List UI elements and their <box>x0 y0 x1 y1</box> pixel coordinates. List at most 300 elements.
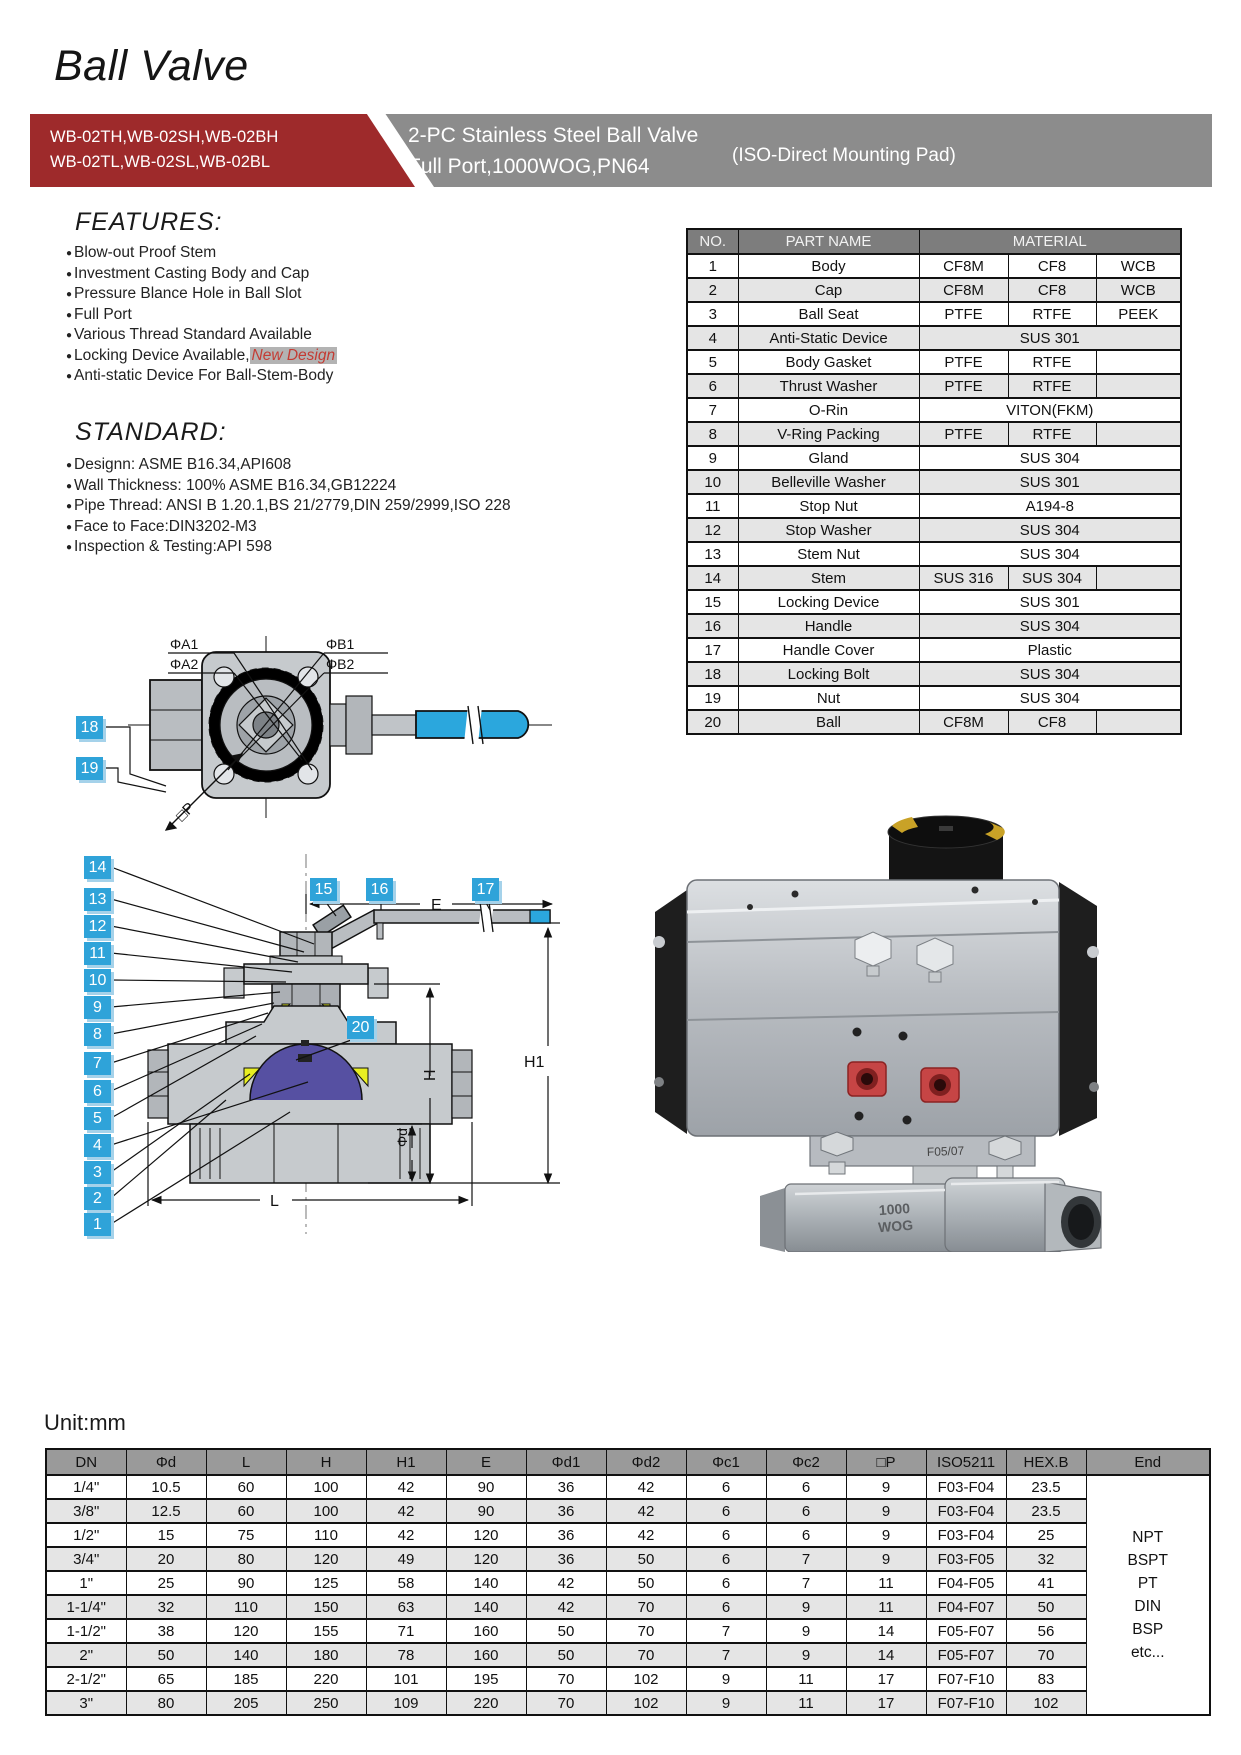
dim-cell: 42 <box>606 1475 686 1499</box>
part-no-cell: 13 <box>687 542 738 566</box>
dim-cell: 42 <box>366 1523 446 1547</box>
dim-label-l: L <box>270 1193 279 1210</box>
dim-cell: 9 <box>846 1499 926 1523</box>
dim-cell: 80 <box>206 1547 286 1571</box>
part-name-cell: Handle Cover <box>738 638 919 662</box>
material-cell: PTFE <box>919 350 1008 374</box>
part-name-cell: Body Gasket <box>738 350 919 374</box>
dim-label-e: E <box>431 897 442 914</box>
part-no-cell: 9 <box>687 446 738 470</box>
dim-cell: 25 <box>126 1571 206 1595</box>
dim-cell: 100 <box>286 1475 366 1499</box>
parts-row-3 <box>687 302 1181 326</box>
section-view-drawing <box>78 848 570 1240</box>
dim-cell: 90 <box>446 1475 526 1499</box>
standard-item <box>66 517 511 538</box>
parts-row-5 <box>687 350 1181 374</box>
callout-4: 4 <box>84 1134 111 1157</box>
callout-7: 7 <box>84 1052 111 1075</box>
parts-row-14 <box>687 566 1181 590</box>
feature-item-highlight: New Design <box>251 346 336 364</box>
part-no-cell: 11 <box>687 494 738 518</box>
part-name-cell: Ball Seat <box>738 302 919 326</box>
standard-list <box>66 455 511 558</box>
dim-cell: 42 <box>606 1523 686 1547</box>
material-cell: PEEK <box>1096 302 1181 326</box>
top-view-drawing <box>70 622 565 857</box>
dims-col-header: ISO5211 <box>926 1449 1006 1475</box>
product-photo <box>645 782 1115 1252</box>
callout-5: 5 <box>84 1107 111 1130</box>
material-cell <box>1096 566 1181 590</box>
feature-item <box>66 284 337 305</box>
dim-cell: 1" <box>46 1571 126 1595</box>
part-no-cell: 3 <box>687 302 738 326</box>
dims-row-1/2in <box>46 1523 1210 1547</box>
part-no-cell: 14 <box>687 566 738 590</box>
dim-cell: 1-1/2" <box>46 1619 126 1643</box>
dims-row-2-1/2in <box>46 1667 1210 1691</box>
dims-row-3in <box>46 1691 1210 1715</box>
dim-cell: 155 <box>286 1619 366 1643</box>
callout-14: 14 <box>84 856 111 879</box>
model-line-1: WB-02TH,WB-02SH,WB-02BH <box>50 128 279 146</box>
standard-item-text: Face to Face:DIN3202-M3 <box>74 517 257 535</box>
dim-cell: 11 <box>766 1667 846 1691</box>
callout-8: 8 <box>84 1023 111 1046</box>
dim-cell: 120 <box>206 1619 286 1643</box>
dim-cell: 50 <box>606 1547 686 1571</box>
part-no-cell: 20 <box>687 710 738 734</box>
dim-cell: 2-1/2" <box>46 1667 126 1691</box>
dim-cell: 140 <box>446 1571 526 1595</box>
dims-col-header: H1 <box>366 1449 446 1475</box>
dim-cell: F04-F05 <box>926 1571 1006 1595</box>
dim-cell: 7 <box>766 1571 846 1595</box>
dim-cell: 70 <box>526 1691 606 1715</box>
dim-cell: 36 <box>526 1475 606 1499</box>
dim-label-a2: ΦA2 <box>170 656 199 672</box>
dims-col-header: HEX.B <box>1006 1449 1086 1475</box>
callout-19: 19 <box>76 757 103 780</box>
standard-item-text: Inspection & Testing:API 598 <box>74 538 272 555</box>
part-no-cell: 15 <box>687 590 738 614</box>
parts-row-16 <box>687 614 1181 638</box>
dim-cell: 70 <box>606 1619 686 1643</box>
dim-cell: 41 <box>1006 1571 1086 1595</box>
dim-cell: F05-F07 <box>926 1643 1006 1667</box>
dim-cell: 49 <box>366 1547 446 1571</box>
part-no-cell: 1 <box>687 254 738 278</box>
dim-cell: 14 <box>846 1619 926 1643</box>
dim-cell: 23.5 <box>1006 1499 1086 1523</box>
dim-cell: 90 <box>446 1499 526 1523</box>
dim-cell: 70 <box>526 1667 606 1691</box>
product-line-1: 2-PC Stainless Steel Ball Valve <box>408 124 699 147</box>
parts-row-4 <box>687 326 1181 350</box>
standard-heading: STANDARD: <box>75 418 227 446</box>
dim-cell: 6 <box>686 1595 766 1619</box>
dim-cell: F07-F10 <box>926 1691 1006 1715</box>
material-cell <box>1096 710 1181 734</box>
dim-label-a1: ΦA1 <box>170 636 199 652</box>
part-name-cell: Handle <box>738 614 919 638</box>
dims-col-header: Φd1 <box>526 1449 606 1475</box>
dims-row-1/4in <box>46 1475 1210 1499</box>
dim-cell: 36 <box>526 1547 606 1571</box>
part-name-cell: Locking Bolt <box>738 662 919 686</box>
dim-cell: 195 <box>446 1667 526 1691</box>
features-heading: FEATURES: <box>75 208 223 236</box>
dim-label-h: H <box>422 1069 439 1081</box>
callout-17: 17 <box>472 878 499 901</box>
dimensions-table <box>45 1448 1211 1716</box>
dim-cell: 38 <box>126 1619 206 1643</box>
part-no-cell: 8 <box>687 422 738 446</box>
parts-row-2 <box>687 278 1181 302</box>
end-option: NPT <box>1132 1529 1164 1546</box>
model-line-2: WB-02TL,WB-02SL,WB-02BL <box>50 153 271 171</box>
photo-plate-text: F05/07 <box>926 1143 965 1159</box>
material-cell: CF8M <box>919 710 1008 734</box>
col-part-name: PART NAME <box>738 229 919 254</box>
material-cell: SUS 304 <box>919 614 1181 638</box>
dim-cell: 10.5 <box>126 1475 206 1499</box>
dims-row-3/4in <box>46 1547 1210 1571</box>
dim-cell: 180 <box>286 1643 366 1667</box>
material-cell <box>1096 374 1181 398</box>
product-description <box>408 120 698 182</box>
dim-cell: 9 <box>766 1643 846 1667</box>
end-option: etc... <box>1130 1644 1165 1661</box>
dim-cell: 250 <box>286 1691 366 1715</box>
dims-header-row <box>46 1449 1210 1475</box>
dim-cell: 60 <box>206 1475 286 1499</box>
part-name-cell: Locking Device <box>738 590 919 614</box>
material-cell: CF8 <box>1008 254 1096 278</box>
dim-cell: 17 <box>846 1667 926 1691</box>
dim-label-d: Φd <box>394 1128 410 1147</box>
material-cell: PTFE <box>919 302 1008 326</box>
dim-cell: 9 <box>766 1595 846 1619</box>
dim-cell: 50 <box>526 1619 606 1643</box>
dim-cell: 25 <box>1006 1523 1086 1547</box>
dim-cell: 11 <box>846 1571 926 1595</box>
part-no-cell: 12 <box>687 518 738 542</box>
feature-item <box>66 243 337 264</box>
dim-cell: 42 <box>366 1475 446 1499</box>
col-no: NO. <box>687 229 738 254</box>
callout-10: 10 <box>84 969 111 992</box>
material-cell: CF8 <box>1008 278 1096 302</box>
dim-cell: 102 <box>606 1667 686 1691</box>
dim-cell: 17 <box>846 1691 926 1715</box>
material-cell: CF8 <box>1008 710 1096 734</box>
dim-cell: 36 <box>526 1523 606 1547</box>
dim-cell: F07-F10 <box>926 1667 1006 1691</box>
part-name-cell: Anti-Static Device <box>738 326 919 350</box>
end-option: BSPT <box>1127 1552 1168 1569</box>
dim-cell: 6 <box>766 1499 846 1523</box>
parts-row-13 <box>687 542 1181 566</box>
product-photo-svg <box>645 782 1115 1252</box>
material-cell: SUS 301 <box>919 470 1181 494</box>
callout-20: 20 <box>347 1016 374 1039</box>
dim-cell: 90 <box>206 1571 286 1595</box>
dim-cell: 120 <box>286 1547 366 1571</box>
dim-cell: 6 <box>686 1475 766 1499</box>
callout-13: 13 <box>84 888 111 911</box>
dim-cell: 15 <box>126 1523 206 1547</box>
dim-cell: F03-F04 <box>926 1499 1006 1523</box>
dim-cell: 23.5 <box>1006 1475 1086 1499</box>
material-cell: CF8M <box>919 254 1008 278</box>
dim-cell: 1-1/4" <box>46 1595 126 1619</box>
parts-row-7 <box>687 398 1181 422</box>
dim-cell: 101 <box>366 1667 446 1691</box>
part-name-cell: Belleville Washer <box>738 470 919 494</box>
dim-cell: 6 <box>686 1499 766 1523</box>
dim-cell: 7 <box>686 1619 766 1643</box>
unit-label: Unit:mm <box>44 1410 126 1435</box>
material-cell: WCB <box>1096 254 1181 278</box>
dims-row-3/8in <box>46 1499 1210 1523</box>
product-line-2: Full Port,1000WOG,PN64 <box>408 155 650 178</box>
material-cell: SUS 301 <box>919 590 1181 614</box>
parts-row-20 <box>687 710 1181 734</box>
parts-row-11 <box>687 494 1181 518</box>
material-cell: SUS 304 <box>919 518 1181 542</box>
dim-cell: 60 <box>206 1499 286 1523</box>
feature-item <box>66 325 337 346</box>
part-name-cell: Ball <box>738 710 919 734</box>
part-no-cell: 17 <box>687 638 738 662</box>
dim-cell: 75 <box>206 1523 286 1547</box>
dim-cell: 11 <box>766 1691 846 1715</box>
dim-cell: 58 <box>366 1571 446 1595</box>
part-name-cell: Body <box>738 254 919 278</box>
standard-item-text: Wall Thickness: 100% ASME B16.34,GB12224 <box>74 476 397 494</box>
material-cell <box>1096 350 1181 374</box>
material-cell: PTFE <box>919 422 1008 446</box>
dim-cell: 83 <box>1006 1667 1086 1691</box>
dim-cell: 12.5 <box>126 1499 206 1523</box>
dim-cell: 110 <box>206 1595 286 1619</box>
callout-2: 2 <box>84 1187 111 1210</box>
standard-item-text: Pipe Thread: ANSI B 1.20.1,BS 21/2779,DIN 259/2999,ISO 228 <box>74 497 511 514</box>
part-no-cell: 6 <box>687 374 738 398</box>
valve-stamp-line2: WOG <box>877 1216 914 1236</box>
dims-col-header: DN <box>46 1449 126 1475</box>
parts-row-8 <box>687 422 1181 446</box>
material-cell: SUS 304 <box>919 686 1181 710</box>
material-cell <box>1096 422 1181 446</box>
dims-col-header: L <box>206 1449 286 1475</box>
dim-cell: 110 <box>286 1523 366 1547</box>
dim-cell: 42 <box>366 1499 446 1523</box>
standard-item-text: Designn: ASME B16.34,API608 <box>74 456 292 473</box>
callout-15: 15 <box>310 878 337 901</box>
dim-cell: 11 <box>846 1595 926 1619</box>
standard-item <box>66 455 511 476</box>
part-name-cell: Gland <box>738 446 919 470</box>
page-title: Ball Valve <box>54 42 249 90</box>
dim-cell: 78 <box>366 1643 446 1667</box>
part-no-cell: 7 <box>687 398 738 422</box>
callout-11: 11 <box>84 942 111 965</box>
dims-col-header: □P <box>846 1449 926 1475</box>
material-cell: A194-8 <box>919 494 1181 518</box>
dim-cell: 205 <box>206 1691 286 1715</box>
dim-cell: 9 <box>846 1547 926 1571</box>
feature-item-text: Anti-static Device For Ball-Stem-Body <box>74 367 334 384</box>
part-name-cell: V-Ring Packing <box>738 422 919 446</box>
dim-cell: 7 <box>686 1643 766 1667</box>
dim-cell: 1/4" <box>46 1475 126 1499</box>
dim-cell: 50 <box>606 1571 686 1595</box>
part-name-cell: Stem <box>738 566 919 590</box>
dim-cell: 3/4" <box>46 1547 126 1571</box>
dims-row-2in <box>46 1643 1210 1667</box>
dim-label-p: □P <box>172 799 199 825</box>
parts-row-19 <box>687 686 1181 710</box>
features-list <box>66 243 337 387</box>
callout-9: 9 <box>84 996 111 1019</box>
dims-row-1-1/2in <box>46 1619 1210 1643</box>
dim-cell: 6 <box>766 1475 846 1499</box>
feature-item-text: Pressure Blance Hole in Ball Slot <box>74 285 302 302</box>
dim-cell: 80 <box>126 1691 206 1715</box>
dim-cell: 6 <box>686 1571 766 1595</box>
material-cell: SUS 304 <box>919 542 1181 566</box>
standard-item <box>66 496 511 517</box>
part-name-cell: Thrust Washer <box>738 374 919 398</box>
material-cell: RTFE <box>1008 350 1096 374</box>
product-note: (ISO-Direct Mounting Pad) <box>732 145 956 166</box>
dim-cell: 109 <box>366 1691 446 1715</box>
dims-table-body <box>46 1475 1210 1715</box>
dim-cell: 102 <box>606 1691 686 1715</box>
parts-row-17 <box>687 638 1181 662</box>
part-no-cell: 10 <box>687 470 738 494</box>
part-name-cell: Stem Nut <box>738 542 919 566</box>
valve-stamp-line1: 1000 <box>878 1199 911 1219</box>
material-cell: RTFE <box>1008 422 1096 446</box>
dim-cell: 7 <box>766 1547 846 1571</box>
end-option: PT <box>1137 1575 1158 1592</box>
material-cell: SUS 304 <box>919 662 1181 686</box>
feature-item-text: Full Port <box>74 305 132 323</box>
dim-cell: 100 <box>286 1499 366 1523</box>
section-view-svg <box>78 848 570 1240</box>
top-view-svg <box>70 622 565 857</box>
dim-cell: 36 <box>526 1499 606 1523</box>
dim-cell: 220 <box>286 1667 366 1691</box>
dim-cell: 70 <box>1006 1643 1086 1667</box>
feature-item <box>66 264 337 285</box>
dims-col-header: H <box>286 1449 366 1475</box>
part-no-cell: 19 <box>687 686 738 710</box>
dim-cell: 220 <box>446 1691 526 1715</box>
standard-item <box>66 537 511 558</box>
parts-row-9 <box>687 446 1181 470</box>
dims-col-header: E <box>446 1449 526 1475</box>
end-options-cell <box>1086 1475 1210 1715</box>
dim-cell: 71 <box>366 1619 446 1643</box>
material-cell: SUS 316 <box>919 566 1008 590</box>
part-name-cell: Stop Nut <box>738 494 919 518</box>
material-cell: WCB <box>1096 278 1181 302</box>
dim-cell: 65 <box>126 1667 206 1691</box>
dim-cell: 42 <box>606 1499 686 1523</box>
dim-cell: 32 <box>126 1595 206 1619</box>
dim-label-b1: ΦB1 <box>326 636 355 652</box>
parts-row-15 <box>687 590 1181 614</box>
dim-label-h1: H1 <box>524 1054 545 1071</box>
feature-item <box>66 305 337 326</box>
dim-cell: 160 <box>446 1619 526 1643</box>
callout-1: 1 <box>84 1213 111 1236</box>
callout-6: 6 <box>84 1080 111 1103</box>
dim-cell: 32 <box>1006 1547 1086 1571</box>
dim-cell: 6 <box>686 1523 766 1547</box>
parts-row-1 <box>687 254 1181 278</box>
dims-col-header: Φd2 <box>606 1449 686 1475</box>
dims-row-1in <box>46 1571 1210 1595</box>
dim-cell: 42 <box>526 1595 606 1619</box>
dims-col-header: Φd <box>126 1449 206 1475</box>
dim-cell: 120 <box>446 1523 526 1547</box>
part-no-cell: 5 <box>687 350 738 374</box>
feature-item-text: Blow-out Proof Stem <box>74 244 217 261</box>
part-no-cell: 16 <box>687 614 738 638</box>
product-banner <box>30 114 1212 187</box>
dim-cell: 9 <box>686 1667 766 1691</box>
dim-cell: 63 <box>366 1595 446 1619</box>
feature-item <box>66 346 337 367</box>
end-option: DIN <box>1134 1598 1162 1615</box>
material-cell: PTFE <box>919 374 1008 398</box>
part-name-cell: Stop Washer <box>738 518 919 542</box>
dim-cell: 1/2" <box>46 1523 126 1547</box>
dim-cell: 6 <box>766 1523 846 1547</box>
material-cell: SUS 301 <box>919 326 1181 350</box>
parts-row-12 <box>687 518 1181 542</box>
dims-col-header: Φc1 <box>686 1449 766 1475</box>
dim-cell: 3/8" <box>46 1499 126 1523</box>
part-no-cell: 2 <box>687 278 738 302</box>
standard-item <box>66 476 511 497</box>
feature-item-text: Various Thread Standard Available <box>74 326 312 343</box>
feature-item <box>66 366 337 387</box>
dim-cell: 140 <box>446 1595 526 1619</box>
dim-cell: F05-F07 <box>926 1619 1006 1643</box>
callout-12: 12 <box>84 915 111 938</box>
dims-col-header: End <box>1086 1449 1210 1475</box>
dim-cell: 102 <box>1006 1691 1086 1715</box>
dim-cell: 20 <box>126 1547 206 1571</box>
parts-table-body <box>687 254 1181 734</box>
material-cell: CF8M <box>919 278 1008 302</box>
part-name-cell: Cap <box>738 278 919 302</box>
dim-cell: 140 <box>206 1643 286 1667</box>
dim-cell: 150 <box>286 1595 366 1619</box>
parts-row-10 <box>687 470 1181 494</box>
feature-item-text: Locking Device Available, <box>74 346 250 364</box>
parts-material-table <box>686 228 1182 735</box>
dim-cell: 160 <box>446 1643 526 1667</box>
material-cell: Plastic <box>919 638 1181 662</box>
